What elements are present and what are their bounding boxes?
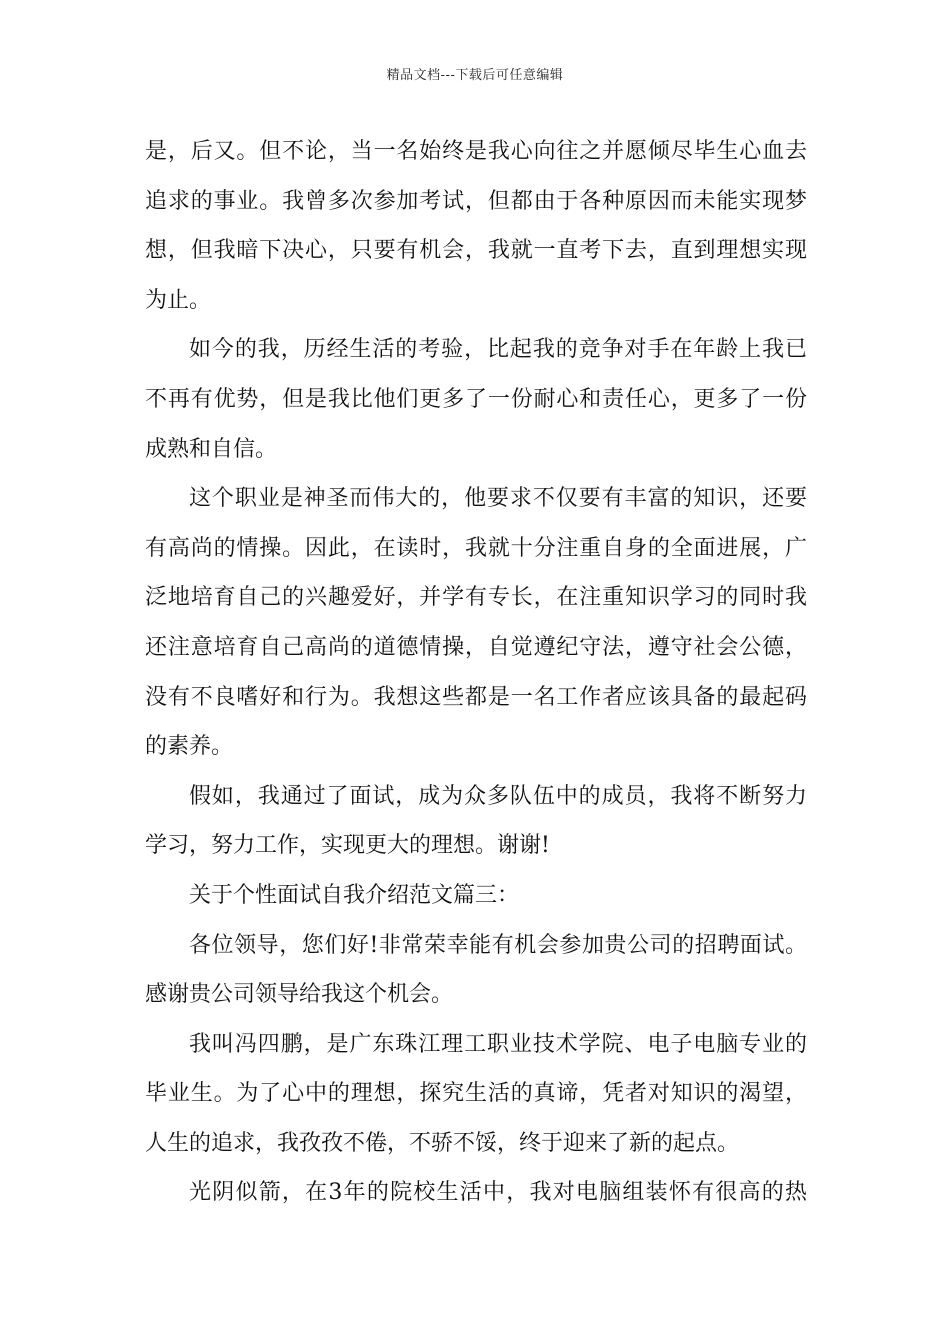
- text-line: 成熟和自信。: [145, 436, 278, 462]
- text-line: 没有不良嗜好和行为。我想这些都是一名工作者应该具备的最起码: [145, 684, 807, 710]
- text-line: 毕业生。为了心中的理想，探究生活的真谛，凭者对知识的渴望，: [145, 1081, 807, 1107]
- paragraph-first-line: 这个职业是神圣而伟大的，他要求不仅要有丰富的知识，还要: [189, 486, 807, 512]
- text-line: 学习，努力工作，实现更大的理想。谢谢!: [145, 833, 550, 859]
- text-line: 的素养。: [145, 734, 234, 760]
- text-line: 想，但我暗下决心，只要有机会，我就一直考下去，直到理想实现: [145, 238, 807, 264]
- text-line: 有高尚的情操。因此，在读时，我就十分注重自身的全面进展，广: [145, 535, 807, 561]
- page-header: 精品文档---下载后可任意编辑: [386, 68, 564, 83]
- paragraph-first-line: 假如，我通过了面试，成为众多队伍中的成员，我将不断努力: [189, 783, 807, 809]
- text-line: 泛地培育自己的兴趣爱好，并学有专长，在注重知识学习的同时我: [145, 585, 807, 611]
- text-line: 为止。: [145, 287, 212, 313]
- paragraph-first-line: 各位领导，您们好!非常荣幸能有机会参加贵公司的招聘面试。: [189, 932, 807, 958]
- text-line: 不再有优势，但是我比他们更多了一份耐心和责任心，更多了一份: [145, 386, 807, 412]
- text-line: 人生的追求，我孜孜不倦，不骄不馁，终于迎来了新的起点。: [145, 1130, 740, 1156]
- text-line: 追求的事业。我曾多次参加考试，但都由于各种原因而未能实现梦: [145, 188, 807, 214]
- paragraph-first-line: 我叫冯四鹏，是广东珠江理工职业技术学院、电子电脑专业的: [189, 1031, 807, 1057]
- paragraph-first-line: 如今的我，历经生活的考验，比起我的竞争对手在年龄上我已: [189, 337, 807, 363]
- text-line: 还注意培育自己高尚的道德情操，自觉遵纪守法，遵守社会公德，: [145, 634, 807, 660]
- document-body: [145, 127, 807, 1218]
- paragraph-first-line: 光阴似箭，在3年的院校生活中，我对电脑组装怀有很高的热: [189, 1180, 807, 1206]
- text-line: 是，后又。但不论，当一名始终是我心向往之并愿倾尽毕生心血去: [145, 139, 807, 164]
- text-line: 感谢贵公司领导给我这个机会。: [145, 982, 454, 1008]
- section-heading: 关于个性面试自我介绍范文篇三：: [189, 882, 520, 908]
